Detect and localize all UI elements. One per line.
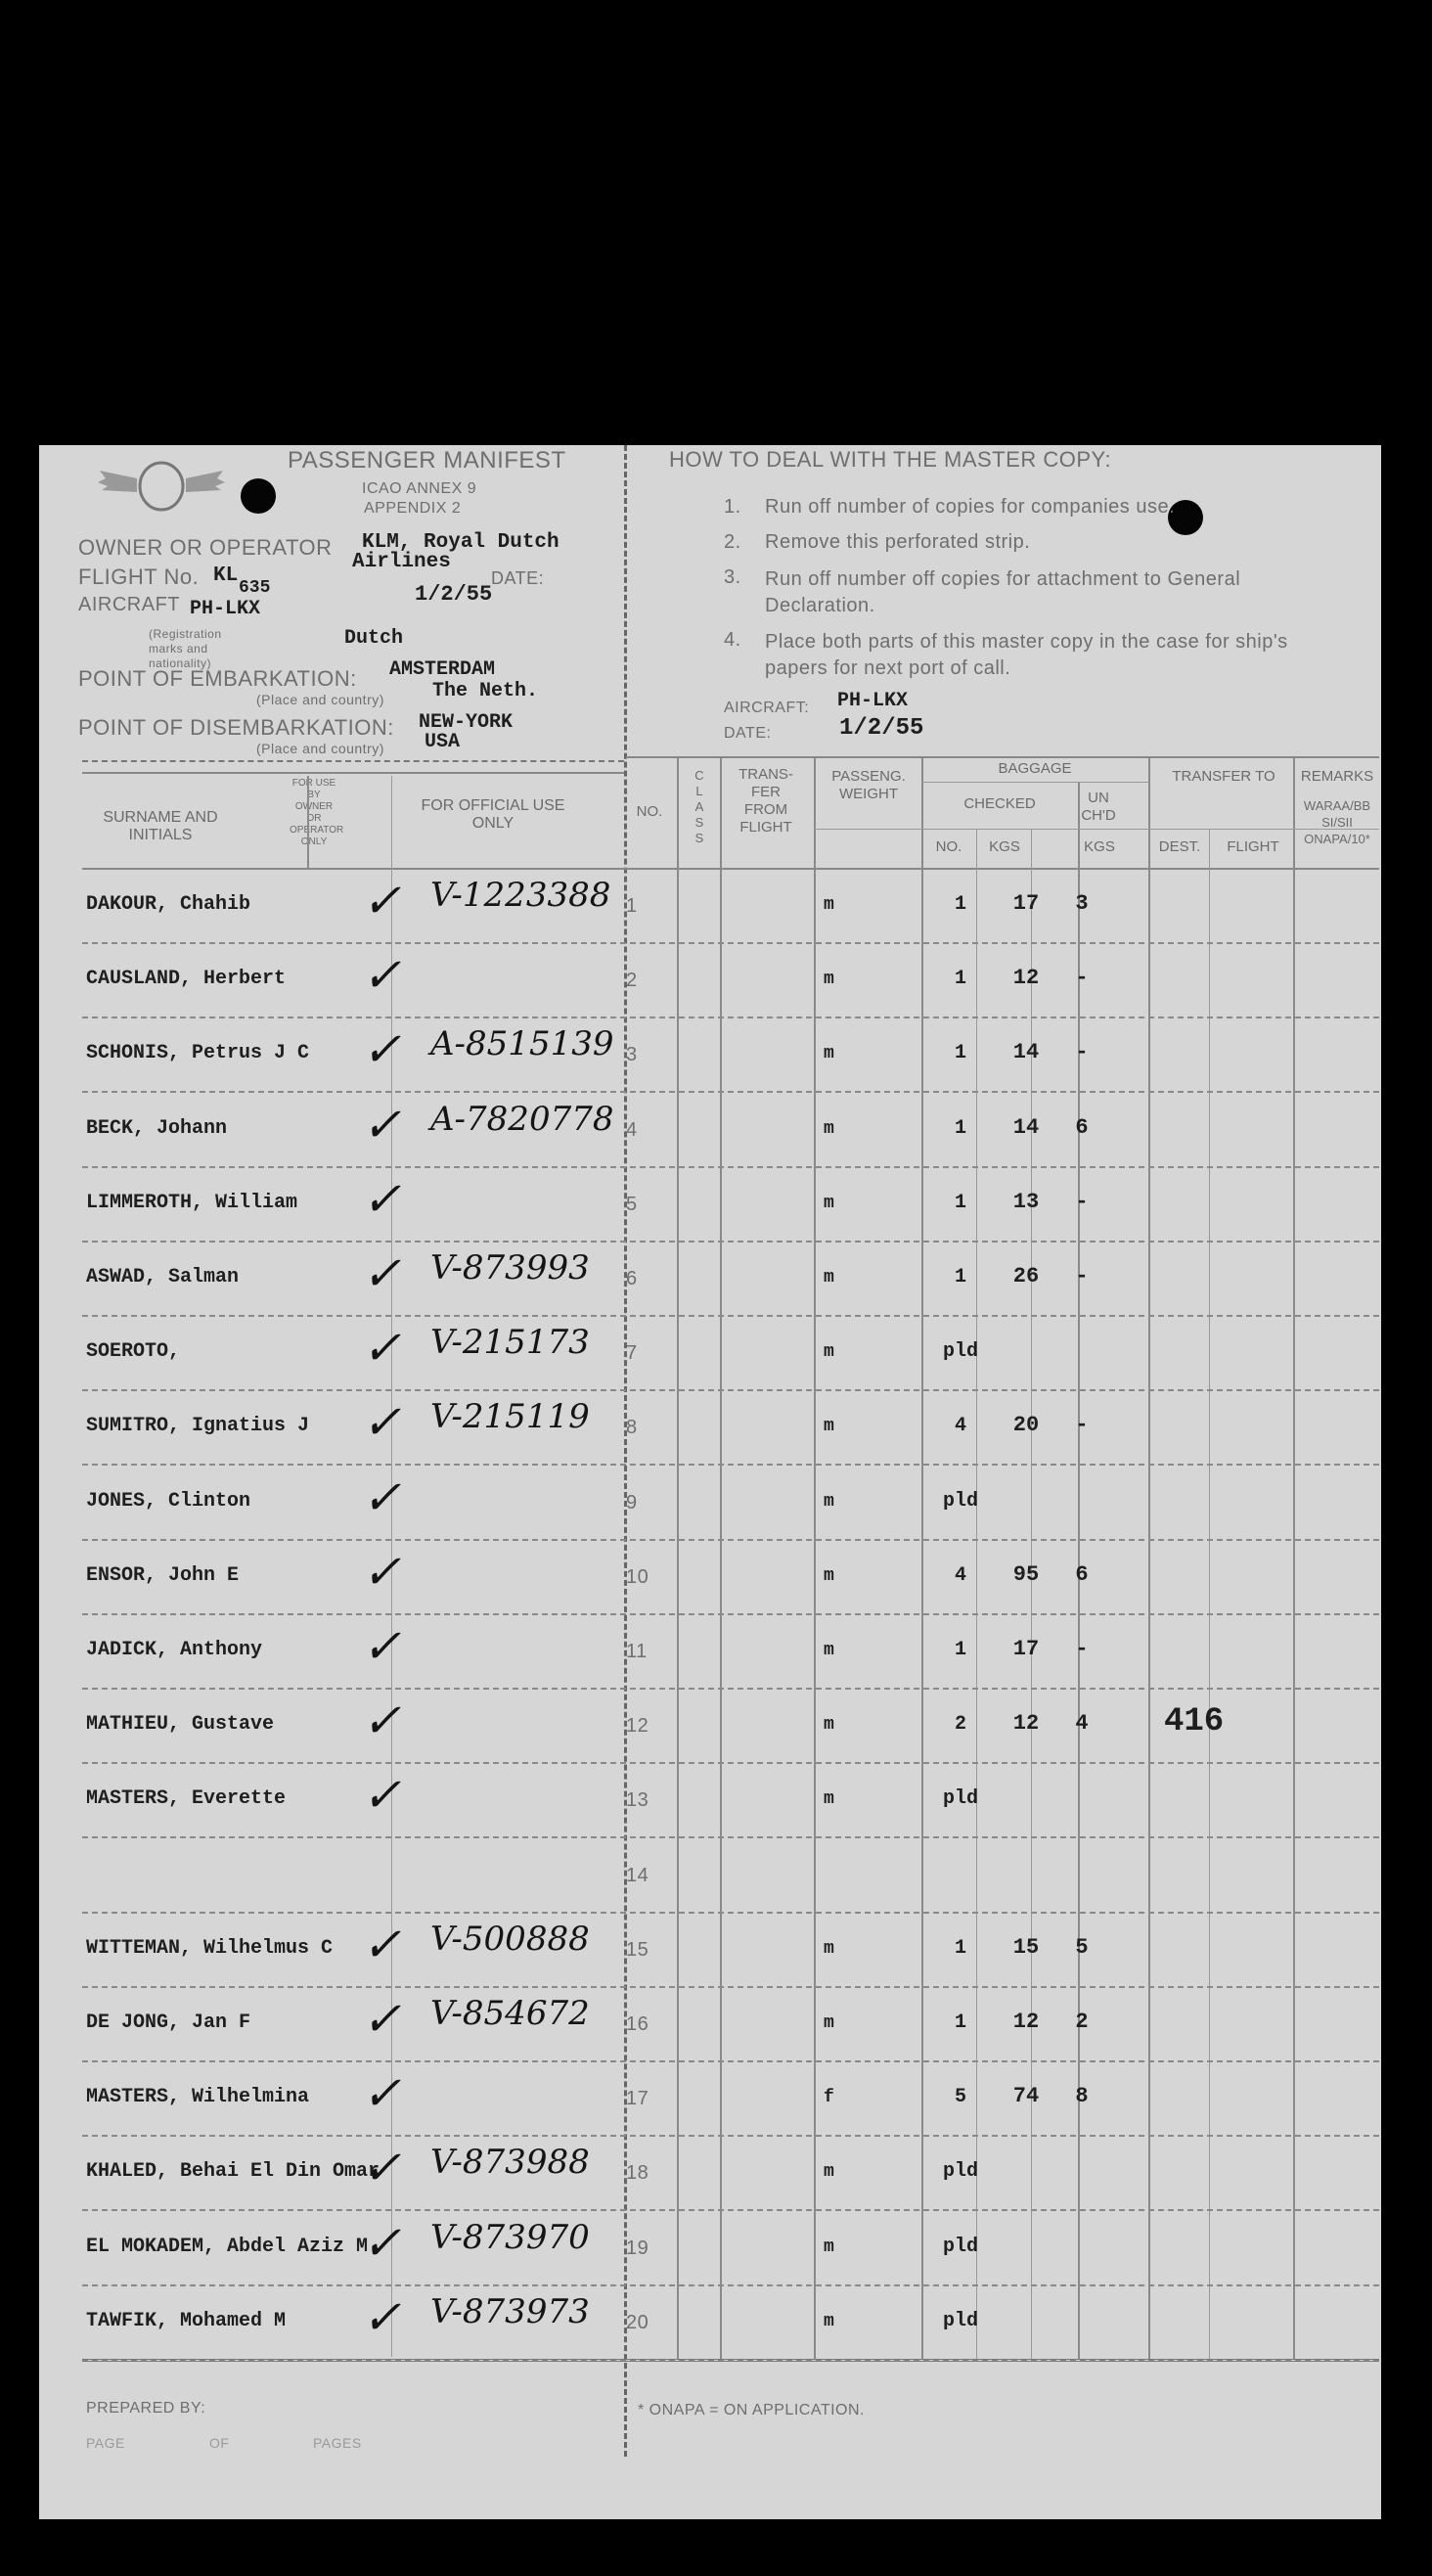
col-owner-use: FOR USE BY OWNER OR OPERATOR ONLY bbox=[290, 778, 344, 847]
col-flight: FLIGHT bbox=[1227, 838, 1279, 855]
aircraft-value: PH-LKX bbox=[190, 598, 261, 620]
checked-bags-kgs: 20 bbox=[1012, 1413, 1040, 1438]
passenger-weight: m bbox=[824, 2237, 834, 2257]
checked-bags-no: pld bbox=[942, 2160, 978, 2184]
copy-date-value: 1/2/55 bbox=[839, 715, 924, 742]
checked-bags-no: 1 bbox=[954, 2011, 966, 2034]
checked-bags-kgs: 12 bbox=[1012, 966, 1040, 991]
checkmark-icon: ✓ bbox=[362, 2066, 402, 2122]
checkmark-icon: ✓ bbox=[362, 1395, 402, 1451]
official-number: V-873970 bbox=[430, 2217, 590, 2257]
pages-label: PAGES bbox=[313, 2435, 362, 2451]
checked-bags-no: 1 bbox=[954, 968, 966, 991]
checked-bags-no: pld bbox=[942, 1340, 978, 1364]
checked-bags-kgs: 95 bbox=[1012, 1561, 1040, 1587]
passenger-weight: m bbox=[824, 1342, 834, 1363]
grid-line bbox=[921, 782, 1148, 783]
unchecked-kgs: 2 bbox=[1075, 2010, 1089, 2034]
table-row bbox=[39, 1613, 1381, 1690]
copy-date-label: DATE: bbox=[724, 725, 772, 742]
passenger-weight: m bbox=[824, 2311, 834, 2331]
passenger-name: EL MOKADEM, Abdel Aziz M. bbox=[86, 2235, 380, 2258]
row-number: 3 bbox=[626, 1044, 638, 1066]
nationality-value: Dutch bbox=[344, 627, 404, 650]
checkmark-icon: ✓ bbox=[362, 1171, 402, 1227]
copy-aircraft-label: AIRCRAFT: bbox=[724, 700, 810, 716]
col-surname: SURNAME AND INITIALS bbox=[103, 809, 218, 843]
annex-label: ICAO ANNEX 9 bbox=[362, 480, 477, 497]
checked-bags-no: 2 bbox=[954, 1713, 966, 1737]
owner-label: OWNER OR OPERATOR bbox=[78, 535, 333, 560]
official-number: V-215173 bbox=[430, 1323, 590, 1363]
instruction-number: 3. bbox=[724, 566, 741, 588]
place-note: (Place and country) bbox=[256, 741, 384, 756]
row-number: 1 bbox=[626, 895, 638, 917]
official-number: V-873988 bbox=[430, 2143, 590, 2183]
passenger-name: SOEROTO, bbox=[86, 1340, 181, 1364]
col-checked-kgs: KGS bbox=[989, 838, 1020, 855]
table-row bbox=[39, 1465, 1381, 1541]
table-row bbox=[39, 1912, 1381, 1988]
unchecked-kgs: - bbox=[1075, 1189, 1089, 1214]
table-row bbox=[39, 868, 1381, 944]
instruction-number: 1. bbox=[724, 496, 741, 518]
passenger-weight: m bbox=[824, 2162, 834, 2183]
checked-bags-no: 4 bbox=[954, 1563, 966, 1587]
rule bbox=[82, 760, 624, 762]
passenger-name: DE JONG, Jan F bbox=[86, 2011, 251, 2034]
official-number: V-873973 bbox=[430, 2291, 590, 2331]
passenger-name: MASTERS, Wilhelmina bbox=[86, 2086, 310, 2109]
checked-bags-no: 4 bbox=[954, 1415, 966, 1438]
flight-value: KL bbox=[213, 565, 239, 587]
table-row bbox=[39, 1762, 1381, 1838]
passenger-name: JADICK, Anthony bbox=[86, 1639, 263, 1661]
row-number: 17 bbox=[626, 2088, 649, 2110]
row-number: 13 bbox=[626, 1789, 649, 1812]
registration-note: (Registration marks and nationality) bbox=[149, 627, 222, 670]
unchecked-kgs: - bbox=[1075, 1637, 1089, 1661]
owner-value-line2: Airlines bbox=[352, 551, 451, 573]
checked-bags-kgs: 14 bbox=[1012, 1114, 1040, 1140]
checked-bags-no: 1 bbox=[954, 1936, 966, 1960]
checked-bags-no: pld bbox=[942, 2309, 978, 2332]
checkmark-icon: ✓ bbox=[362, 2289, 402, 2345]
row-number: 2 bbox=[626, 970, 638, 992]
table-row bbox=[39, 1986, 1381, 2062]
checked-bags-no: pld bbox=[942, 1787, 978, 1811]
checkmark-icon: ✓ bbox=[362, 1022, 402, 1078]
checkmark-icon: ✓ bbox=[362, 1992, 402, 2047]
checked-bags-kgs: 12 bbox=[1012, 1711, 1040, 1737]
passenger-name: MATHIEU, Gustave bbox=[86, 1713, 275, 1737]
flight-label: FLIGHT No. bbox=[78, 565, 200, 589]
aircraft-label: AIRCRAFT bbox=[78, 594, 180, 615]
checkmark-icon: ✓ bbox=[362, 1246, 402, 1301]
of-label: OF bbox=[209, 2435, 230, 2451]
table-row bbox=[39, 2135, 1381, 2211]
passenger-name: CAUSLAND, Herbert bbox=[86, 968, 287, 991]
page-title: PASSENGER MANIFEST bbox=[288, 447, 566, 474]
passenger-weight: m bbox=[824, 895, 834, 915]
owner-value: KLM, Royal Dutch bbox=[362, 531, 559, 554]
row-number: 11 bbox=[626, 1641, 648, 1662]
table-row bbox=[39, 1166, 1381, 1243]
passenger-weight: m bbox=[824, 1938, 834, 1959]
onapa-note: * ONAPA = ON APPLICATION. bbox=[638, 2402, 865, 2418]
unchecked-kgs: - bbox=[1075, 966, 1089, 991]
table-row bbox=[39, 1315, 1381, 1391]
checked-bags-no: 1 bbox=[954, 893, 966, 916]
passenger-name: DAKOUR, Chahib bbox=[86, 893, 251, 916]
embarkation-label: POINT OF EMBARKATION: bbox=[78, 666, 357, 691]
passenger-weight: m bbox=[824, 1491, 834, 1512]
official-number: A-7820778 bbox=[430, 1099, 614, 1139]
passenger-name: ENSOR, John E bbox=[86, 1563, 240, 1587]
checkmark-icon: ✓ bbox=[362, 948, 402, 1004]
checkmark-icon: ✓ bbox=[362, 1619, 402, 1674]
footer-rule bbox=[82, 2359, 1379, 2362]
col-unchecked: UN CH'D bbox=[1081, 790, 1116, 824]
passenger-name: SUMITRO, Ignatius J bbox=[86, 1415, 310, 1438]
row-number: 10 bbox=[626, 1565, 649, 1588]
passenger-weight: m bbox=[824, 1565, 834, 1586]
unchecked-kgs: 8 bbox=[1075, 2084, 1089, 2109]
official-number: A-8515139 bbox=[430, 1024, 614, 1064]
official-number: V-854672 bbox=[430, 1994, 590, 2033]
checkmark-icon: ✓ bbox=[362, 1544, 402, 1600]
passenger-weight: m bbox=[824, 1193, 834, 1213]
table-row bbox=[39, 2210, 1381, 2286]
col-dest: DEST. bbox=[1158, 838, 1201, 855]
checkmark-icon: ✓ bbox=[362, 1321, 402, 1377]
table-row bbox=[39, 1837, 1381, 1914]
checked-bags-kgs: 74 bbox=[1012, 2084, 1040, 2109]
table-row bbox=[39, 1092, 1381, 1168]
unchecked-kgs: 5 bbox=[1075, 1934, 1089, 1960]
date-value: 1/2/55 bbox=[415, 582, 493, 607]
instruction-text: Run off number of copies for companies use. bbox=[765, 496, 1176, 518]
table-row bbox=[39, 942, 1381, 1018]
punch-hole bbox=[241, 478, 276, 514]
table-row bbox=[39, 1389, 1381, 1466]
col-checked-no: NO. bbox=[935, 838, 962, 855]
row-number: 12 bbox=[626, 1715, 649, 1738]
col-weight: PASSENG. WEIGHT bbox=[831, 768, 906, 802]
row-number: 14 bbox=[626, 1864, 649, 1886]
row-number: 16 bbox=[626, 2013, 649, 2035]
transfer-flight: 416 bbox=[1164, 1703, 1225, 1741]
disembarkation-country: USA bbox=[425, 731, 461, 753]
row-number: 19 bbox=[626, 2237, 649, 2259]
row-number: 5 bbox=[626, 1193, 638, 1215]
col-unchecked-kgs: KGS bbox=[1084, 838, 1115, 855]
row-number: 20 bbox=[626, 2311, 649, 2333]
flight-number: 635 bbox=[239, 578, 271, 598]
col-class: CLASS bbox=[694, 768, 704, 845]
checkmark-icon: ✓ bbox=[362, 2141, 402, 2196]
passenger-name: LIMMEROTH, William bbox=[86, 1191, 298, 1214]
prepared-by-label: PREPARED BY: bbox=[86, 2400, 206, 2417]
passenger-weight: m bbox=[824, 2013, 834, 2033]
row-number: 6 bbox=[626, 1268, 638, 1289]
passenger-weight: f bbox=[824, 2088, 834, 2108]
airline-wings-logo bbox=[98, 457, 225, 516]
instruction-text: Remove this perforated strip. bbox=[765, 531, 1031, 553]
row-number: 18 bbox=[626, 2162, 649, 2185]
grid-line bbox=[814, 829, 1379, 830]
checked-bags-no: pld bbox=[942, 2235, 978, 2258]
table-row bbox=[39, 1688, 1381, 1764]
instructions-title: HOW TO DEAL WITH THE MASTER COPY: bbox=[669, 447, 1112, 472]
checkmark-icon: ✓ bbox=[362, 1768, 402, 1824]
checked-bags-kgs: 14 bbox=[1012, 1040, 1040, 1065]
passenger-name: JONES, Clinton bbox=[86, 1489, 251, 1513]
checked-bags-no: pld bbox=[942, 1489, 978, 1513]
checked-bags-no: 1 bbox=[954, 1116, 966, 1140]
copy-aircraft-value: PH-LKX bbox=[837, 690, 909, 712]
row-number: 4 bbox=[626, 1118, 638, 1141]
checked-bags-no: 1 bbox=[954, 1266, 966, 1288]
embarkation-country: The Neth. bbox=[432, 680, 539, 702]
checked-bags-no: 1 bbox=[954, 1639, 966, 1661]
passenger-name: SCHONIS, Petrus J C bbox=[86, 1042, 310, 1065]
row-number: 9 bbox=[626, 1491, 638, 1514]
passenger-weight: m bbox=[824, 1118, 834, 1139]
disembarkation-value: NEW-YORK bbox=[419, 711, 514, 734]
checked-bags-kgs: 15 bbox=[1012, 1934, 1040, 1960]
col-checked: CHECKED bbox=[963, 795, 1036, 812]
col-remarks-sub: WARAA/BB SI/SII ONAPA/10* bbox=[1303, 798, 1371, 846]
checked-bags-no: 1 bbox=[954, 1191, 966, 1214]
row-number: 15 bbox=[626, 1938, 649, 1961]
embarkation-value: AMSTERDAM bbox=[389, 658, 496, 681]
official-number: V-500888 bbox=[430, 1919, 590, 1959]
passenger-weight: m bbox=[824, 1044, 834, 1064]
passenger-weight: m bbox=[824, 1417, 834, 1437]
table-row bbox=[39, 2060, 1381, 2137]
rule bbox=[82, 772, 624, 774]
unchecked-kgs: 6 bbox=[1075, 1561, 1089, 1587]
checkmark-icon: ✓ bbox=[362, 2215, 402, 2271]
official-number: V-1223388 bbox=[430, 876, 611, 915]
official-number: V-215119 bbox=[430, 1397, 590, 1437]
unchecked-kgs: 6 bbox=[1075, 1114, 1089, 1140]
checked-bags-kgs: 17 bbox=[1012, 891, 1040, 916]
official-number: V-873993 bbox=[430, 1248, 590, 1288]
checkmark-icon: ✓ bbox=[362, 1097, 402, 1152]
unchecked-kgs: - bbox=[1075, 1413, 1089, 1438]
table-row bbox=[39, 1017, 1381, 1093]
passenger-weight: m bbox=[824, 970, 834, 990]
appendix-label: APPENDIX 2 bbox=[364, 500, 462, 517]
passenger-name: BECK, Johann bbox=[86, 1116, 228, 1140]
row-number: 7 bbox=[626, 1342, 638, 1365]
col-baggage: BAGGAGE bbox=[998, 760, 1072, 777]
unchecked-kgs: - bbox=[1075, 1040, 1089, 1065]
passenger-weight: m bbox=[824, 1268, 834, 1288]
passenger-name: WITTEMAN, Wilhelmus C bbox=[86, 1936, 334, 1960]
checkmark-icon: ✓ bbox=[362, 1469, 402, 1525]
rule bbox=[626, 756, 1379, 758]
unchecked-kgs: - bbox=[1075, 1264, 1089, 1288]
checked-bags-kgs: 12 bbox=[1012, 2010, 1040, 2034]
checked-bags-no: 1 bbox=[954, 1042, 966, 1065]
passenger-weight: m bbox=[824, 1715, 834, 1736]
passenger-weight: m bbox=[824, 1641, 834, 1660]
checked-bags-kgs: 17 bbox=[1012, 1637, 1040, 1661]
row-number: 8 bbox=[626, 1417, 638, 1439]
passenger-name: KHALED, Behai El Din Omar bbox=[86, 2160, 380, 2184]
checked-bags-kgs: 13 bbox=[1012, 1189, 1040, 1214]
grid-line bbox=[307, 776, 309, 868]
checkmark-icon: ✓ bbox=[362, 874, 402, 928]
instruction-text: Place both parts of this master copy in the case for ship's papers for next port of call. bbox=[765, 631, 1288, 679]
table-row bbox=[39, 2284, 1381, 2361]
col-no: NO. bbox=[636, 803, 663, 820]
passenger-name: TAWFIK, Mohamed M bbox=[86, 2309, 287, 2332]
manifest-sheet bbox=[39, 445, 1381, 2519]
checkmark-icon: ✓ bbox=[362, 1694, 402, 1749]
instruction-text: Run off number off copies for attachment to General Declaration. bbox=[765, 568, 1241, 616]
page-label: PAGE bbox=[86, 2435, 125, 2451]
checkmark-icon: ✓ bbox=[362, 1917, 402, 1972]
checked-bags-no: 5 bbox=[954, 2086, 966, 2109]
instruction-number: 2. bbox=[724, 531, 741, 553]
passenger-name: MASTERS, Everette bbox=[86, 1787, 287, 1811]
unchecked-kgs: 3 bbox=[1075, 891, 1089, 916]
disembarkation-label: POINT OF DISEMBARKATION: bbox=[78, 715, 394, 740]
passenger-weight: m bbox=[824, 1789, 834, 1810]
date-label: DATE: bbox=[491, 568, 545, 588]
checked-bags-kgs: 26 bbox=[1012, 1264, 1040, 1288]
table-row bbox=[39, 1539, 1381, 1615]
col-transfer-to: TRANSFER TO bbox=[1172, 768, 1275, 785]
col-official: FOR OFFICIAL USE ONLY bbox=[421, 797, 565, 832]
place-note: (Place and country) bbox=[256, 692, 384, 707]
table-row bbox=[39, 1241, 1381, 1317]
col-remarks: REMARKS bbox=[1300, 768, 1374, 785]
col-transfer-from: TRANS-FER FROM FLIGHT bbox=[738, 766, 793, 836]
unchecked-kgs: 4 bbox=[1075, 1711, 1089, 1737]
instruction-number: 4. bbox=[724, 629, 741, 651]
passenger-name: ASWAD, Salman bbox=[86, 1266, 240, 1288]
